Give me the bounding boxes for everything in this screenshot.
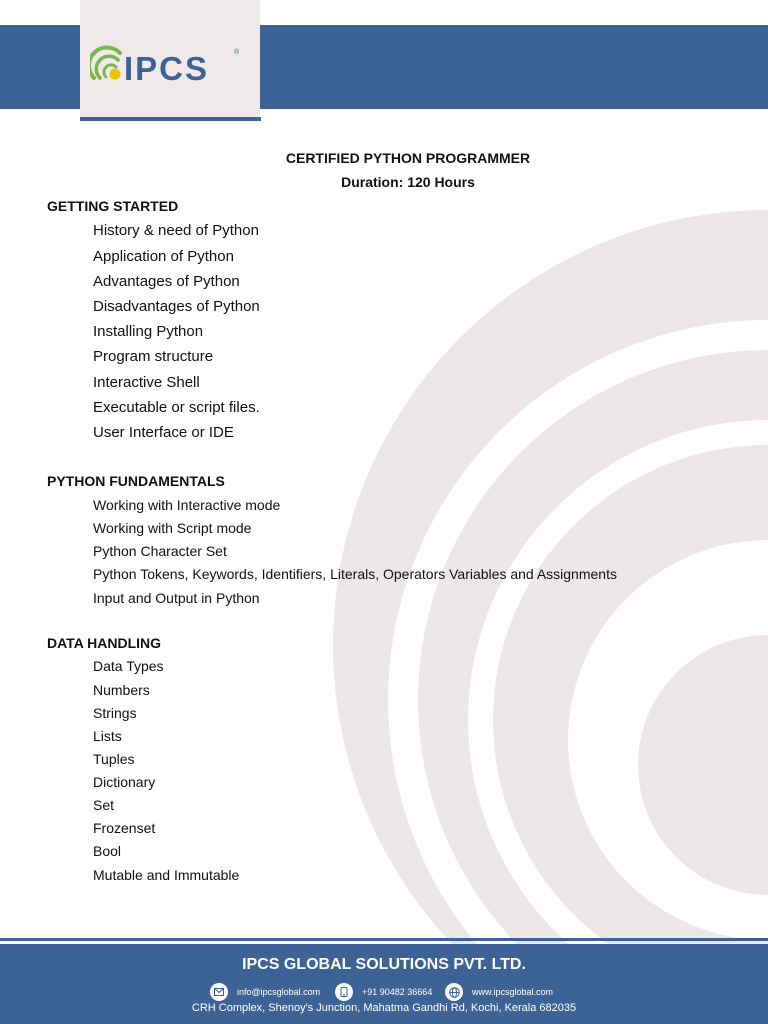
section-heading-data-handling: DATA HANDLING xyxy=(47,635,162,651)
list-item: Mutable and Immutable xyxy=(93,867,240,883)
list-item: Dictionary xyxy=(93,774,156,790)
footer-divider xyxy=(0,938,768,941)
list-item: Input and Output in Python xyxy=(93,590,260,606)
ipcs-logo xyxy=(90,44,245,84)
list-item: Frozenset xyxy=(93,820,156,836)
list-item: Lists xyxy=(93,728,122,744)
course-title: CERTIFIED PYTHON PROGRAMMER xyxy=(285,150,531,166)
contact-email xyxy=(210,982,320,1002)
list-item: Strings xyxy=(93,705,137,721)
list-item: Tuples xyxy=(93,751,135,767)
phone-icon xyxy=(335,983,353,1001)
section-heading-python-fundamentals: PYTHON FUNDAMENTALS xyxy=(47,473,225,489)
list-item: Set xyxy=(93,797,115,813)
course-duration: Duration: 120 Hours xyxy=(341,174,475,190)
company-name: IPCS GLOBAL SOLUTIONS PVT. LTD. xyxy=(242,956,526,973)
logo-underline xyxy=(80,117,261,121)
logo-text: IPCS xyxy=(124,50,210,84)
email-icon xyxy=(210,983,228,1001)
list-item: Python Character Set xyxy=(93,543,227,559)
list-item: Numbers xyxy=(93,682,150,698)
globe-icon xyxy=(445,983,463,1001)
contact-website xyxy=(445,982,553,1002)
registered-mark: ® xyxy=(234,49,240,56)
email-text[interactable]: info@ipcsglobal.com xyxy=(237,987,321,997)
list-item: Bool xyxy=(93,843,122,859)
list-item: Application of Python xyxy=(93,248,234,265)
list-item: Disadvantages of Python xyxy=(93,298,260,315)
list-item: Executable or script files. xyxy=(93,399,260,416)
list-item: Installing Python xyxy=(93,323,204,340)
section-heading-getting-started: GETTING STARTED xyxy=(47,198,179,214)
list-item: Working with Interactive mode xyxy=(93,497,281,513)
list-item: History & need of Python xyxy=(93,222,259,239)
list-item: Advantages of Python xyxy=(93,273,240,290)
list-item: Program structure xyxy=(93,348,214,365)
list-item: User Interface or IDE xyxy=(93,424,234,441)
company-address: CRH Complex, Shenoy's Junction, Mahatma Gandhi Rd, Kochi, Kerala 682035 xyxy=(191,1002,577,1014)
list-item: Python Tokens, Keywords, Identifiers, Literals, Operators Variables and Assignments xyxy=(93,566,617,582)
footer xyxy=(0,944,768,1024)
list-item: Data Types xyxy=(93,658,164,674)
contact-phone xyxy=(335,982,432,1002)
list-item: Interactive Shell xyxy=(93,374,200,391)
list-item: Working with Script mode xyxy=(93,520,252,536)
website-text[interactable]: www.ipcsglobal.com xyxy=(472,987,554,997)
phone-text[interactable]: +91 90482 36664 xyxy=(362,987,433,997)
